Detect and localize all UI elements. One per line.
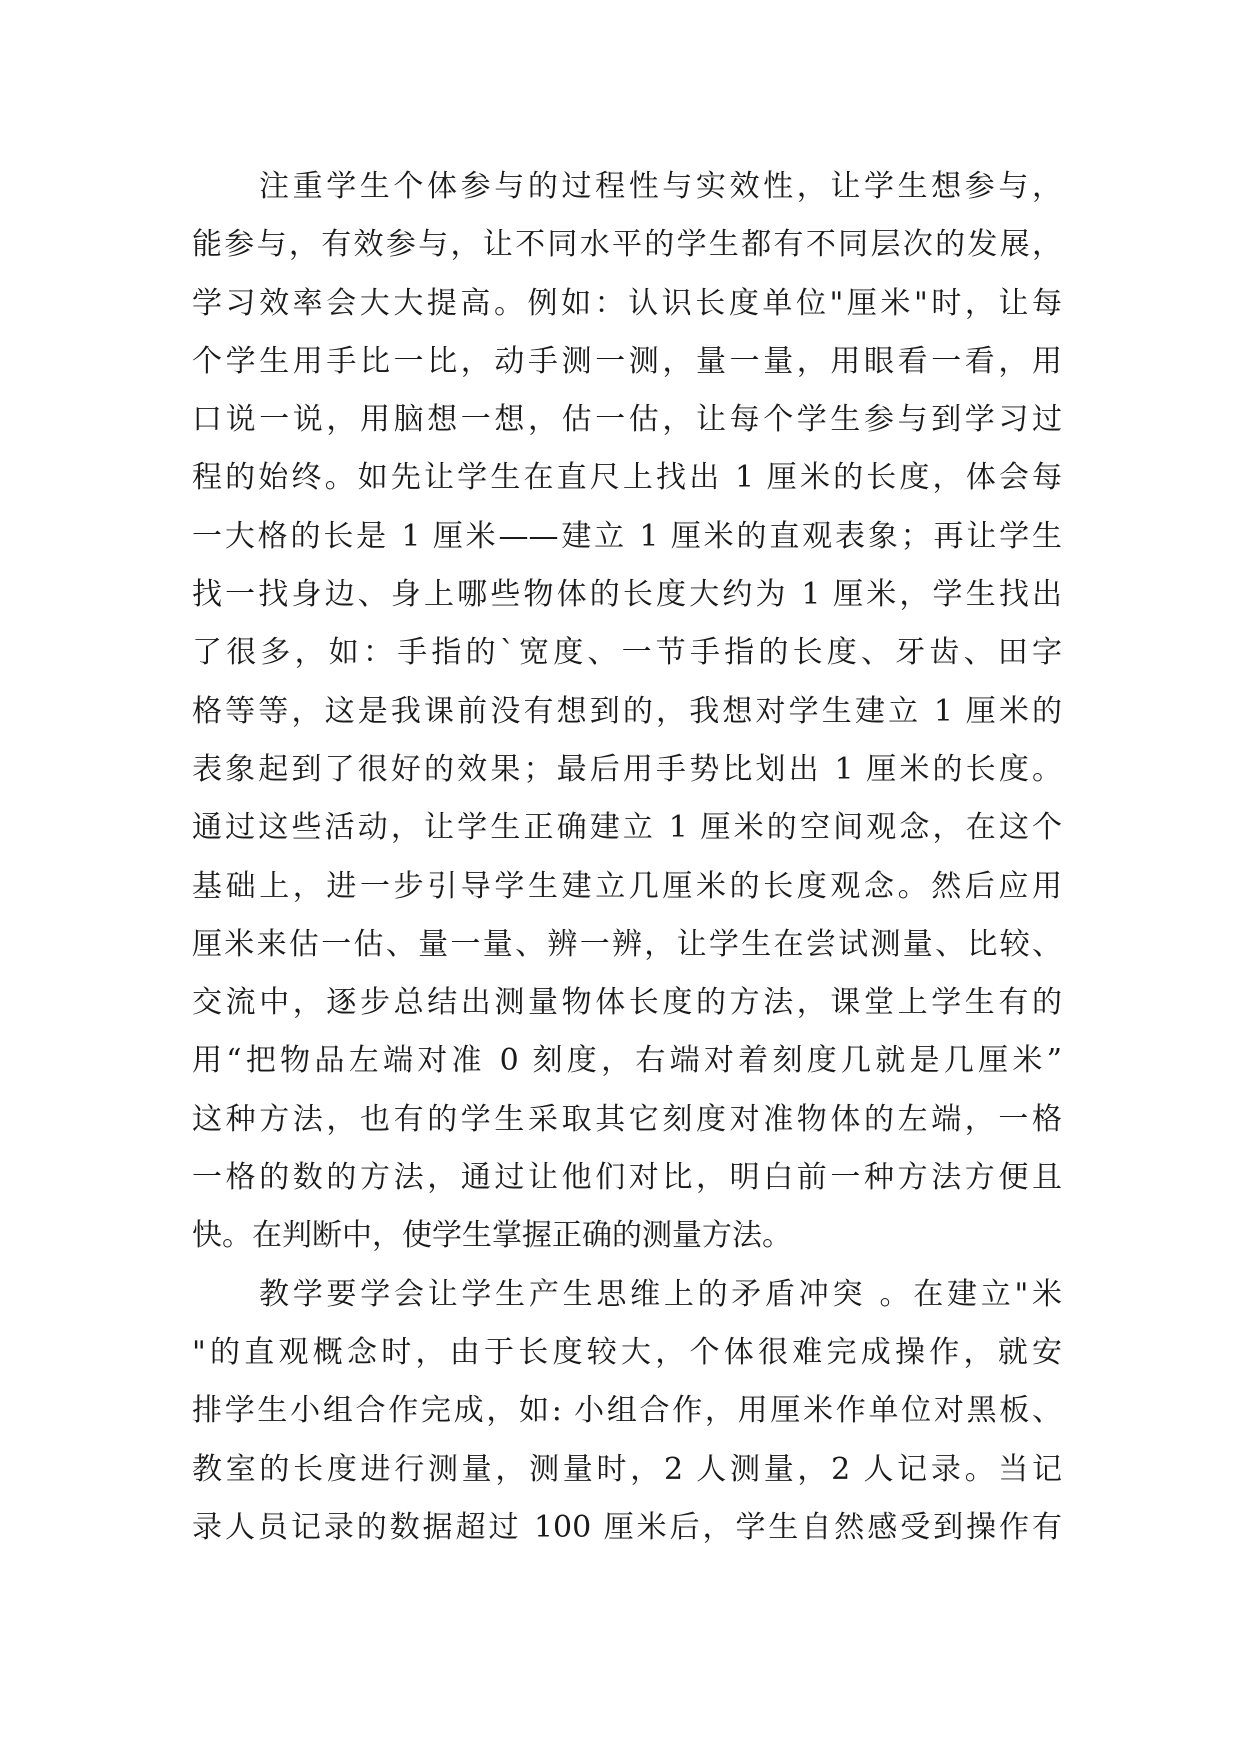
paragraph-2-line-4: 教室的长度进行测量，测量时，2 人测量，2 人记录。当记 [192,1451,1062,1487]
paragraph-1-line-14: 厘米来估一估、量一量、辨一辨，让学生在尝试测量、比较、 [192,926,1062,962]
paragraph-1-line-15: 交流中，逐步总结出测量物体长度的方法，课堂上学生有的 [192,985,1062,1021]
paragraph-1-line-5: 口说一说，用脑想一想，估一估，让每个学生参与到学习过 [192,402,1062,438]
paragraph-1-line-12: 通过这些活动，让学生正确建立 1 厘米的空间观念，在这个 [192,810,1062,846]
paragraph-1-line-16: 用“把物品左端对准 0 刻度，右端对着刻度几就是几厘米” [192,1043,1062,1079]
paragraph-1-line-1: 注重学生个体参与的过程性与实效性，让学生想参与， [259,169,1062,204]
paragraph-1-line-7: 一大格的长是 1 厘米——建立 1 厘米的直观表象；再让学生 [192,518,1062,554]
paragraph-1-line-18: 一格的数的方法，通过让他们对比，明白前一种方法方便且 [192,1160,1062,1196]
paragraph-1-line-10: 格等等，这是我课前没有想到的，我想对学生建立 1 厘米的 [192,693,1062,729]
paragraph-1-line-6: 程的始终。如先让学生在直尺上找出 1 厘米的长度，体会每 [192,460,1062,496]
paragraph-1-line-4: 个学生用手比一比，动手测一测，量一量，用眼看一看，用 [192,343,1062,379]
paragraph-1-line-8: 找一找身边、身上哪些物体的长度大约为 1 厘米，学生找出 [192,577,1062,613]
paragraph-1-line-9: 了很多，如：手指的`宽度、一节手指的长度、牙齿、田字 [192,635,1062,671]
paragraph-2-line-2: "的直观概念时，由于长度较大，个体很难完成操作，就安 [192,1334,1062,1370]
paragraph-1-line-17: 这种方法，也有的学生采取其它刻度对准物体的左端，一格 [192,1101,1062,1137]
paragraph-1-line-11: 表象起到了很好的效果；最后用手势比划出 1 厘米的长度。 [192,751,1062,787]
paragraph-2-line-3: 排学生小组合作完成，如: 小组合作，用厘米作单位对黑板、 [192,1393,1062,1429]
paragraph-1-line-2: 能参与，有效参与，让不同水平的学生都有不同层次的发展， [192,227,1062,263]
paragraph-1-line-19: 快。在判断中，使学生掌握正确的测量方法。 [192,1218,792,1254]
body-text [192,158,1062,1557]
paragraph-2-line-1: 教学要学会让学生产生思维上的矛盾冲突 。在建立"米 [259,1276,1062,1312]
paragraph-1-line-13: 基础上，进一步引导学生建立几厘米的长度观念。然后应用 [192,868,1062,904]
paragraph-2-line-5: 录人员记录的数据超过 100 厘米后，学生自然感受到操作有 [192,1509,1062,1545]
paragraph-1-line-3: 学习效率会大大提高。例如：认识长度单位"厘米"时，让每 [192,285,1062,321]
